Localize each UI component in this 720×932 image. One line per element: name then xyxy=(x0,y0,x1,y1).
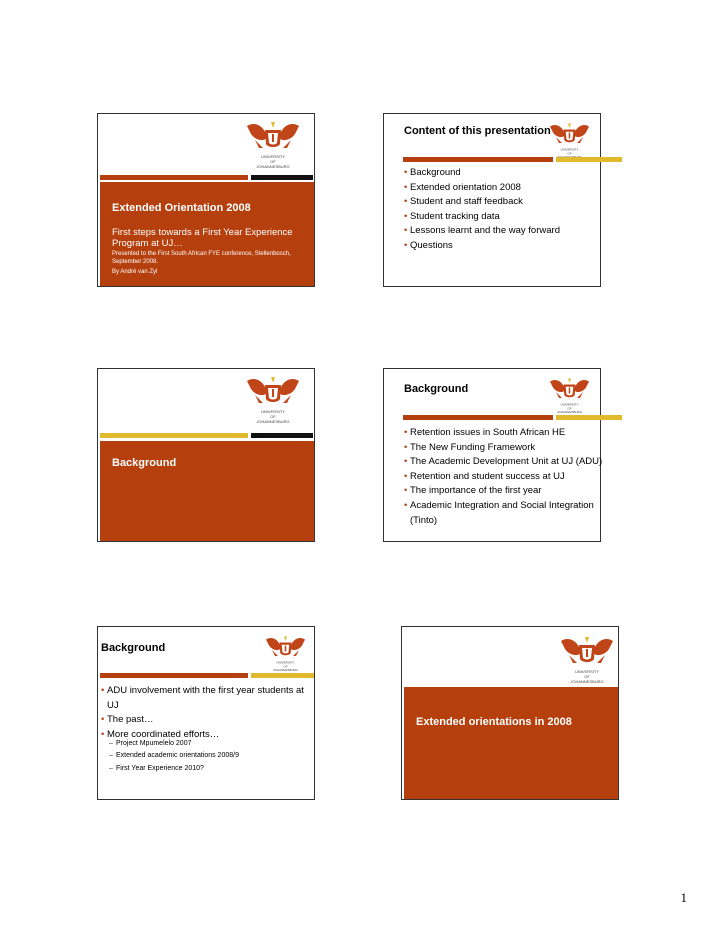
sub-list-item: – First Year Experience 2010? xyxy=(109,763,309,775)
presentation-author: By André van Zyl xyxy=(112,269,158,275)
section-title: Background xyxy=(112,457,177,469)
presentation-subtitle: First steps towards a First Year Experience Program at UJ… xyxy=(112,227,293,249)
logo-line1: UNIVERSITY xyxy=(260,409,285,414)
uj-emblem-icon xyxy=(243,120,303,152)
uj-logo xyxy=(263,635,308,670)
list-item: • Student and staff feedback xyxy=(404,195,594,210)
list-item: • Academic Integration and Social Integration (Tinto) xyxy=(404,499,612,528)
slide-5 xyxy=(97,626,315,800)
list-item: • The past… xyxy=(101,713,311,728)
uj-emblem-icon xyxy=(557,635,617,667)
logo-line3: JOHANNESBURG xyxy=(570,679,604,684)
content-list xyxy=(101,684,311,742)
list-item: • Retention and student success at UJ xyxy=(404,470,612,485)
slide-1 xyxy=(97,113,315,287)
uj-emblem-icon xyxy=(243,375,303,407)
list-item: • More coordinated efforts… xyxy=(101,728,311,743)
list-item: • Lessons learnt and the way forward xyxy=(404,224,594,239)
slide-heading: Background xyxy=(101,642,166,654)
list-item: • The importance of the first year xyxy=(404,484,612,499)
page-number: 1 xyxy=(680,890,687,905)
slide-2 xyxy=(383,113,601,287)
slide-heading: Background xyxy=(404,383,469,395)
divider-yellow xyxy=(251,673,314,678)
logo-line1: UNIVERSITY xyxy=(574,669,599,674)
content-list xyxy=(404,166,594,254)
logo-line1: UNIVERSITY xyxy=(260,154,285,159)
logo-line1: UNIVERSITY xyxy=(276,660,295,665)
slide-heading: Content of this presentation xyxy=(404,125,551,137)
logo-line3: JOHANNESBURG xyxy=(556,410,583,414)
slide-6 xyxy=(401,626,619,800)
logo-line2: OF xyxy=(270,159,276,164)
logo-line1: UNIVERSITY xyxy=(560,402,579,407)
uj-logo xyxy=(243,375,303,424)
title-panel xyxy=(404,687,618,799)
logo-line3: JOHANNESBURG xyxy=(256,164,290,169)
list-item: • Retention issues in South African HE xyxy=(404,426,612,441)
list-item: • Extended orientation 2008 xyxy=(404,181,594,196)
title-panel xyxy=(100,441,314,541)
slide-3 xyxy=(97,368,315,542)
logo-line2: OF xyxy=(283,664,288,668)
logo-line3: JOHANNESBURG xyxy=(256,419,290,424)
divider-black xyxy=(251,433,313,438)
list-item: • Student tracking data xyxy=(404,210,594,225)
sub-list-item: – Project Mpumelelo 2007 xyxy=(109,738,309,750)
logo-line2: OF xyxy=(584,674,590,679)
uj-emblem-icon xyxy=(263,635,308,659)
logo-line2: OF xyxy=(567,406,572,410)
section-title: Extended orientations in 2008 xyxy=(416,716,572,728)
uj-emblem-icon xyxy=(547,377,592,401)
uj-emblem-icon xyxy=(547,122,592,146)
content-list xyxy=(404,426,612,528)
divider-black xyxy=(251,175,313,180)
sub-list-item: – Extended academic orientations 2008/9 xyxy=(109,750,309,762)
sub-list xyxy=(109,738,309,775)
divider-orange xyxy=(100,673,248,678)
logo-line3: JOHANNESBURG xyxy=(272,668,299,672)
uj-logo xyxy=(557,635,617,684)
logo-line2: OF xyxy=(567,151,572,155)
list-item: • Background xyxy=(404,166,594,181)
list-item: • Questions xyxy=(404,239,594,254)
divider-orange xyxy=(403,415,553,420)
slide-4 xyxy=(383,368,601,542)
presentation-title: Extended Orientation 2008 xyxy=(112,202,251,214)
list-item: • ADU involvement with the first year students at UJ xyxy=(101,684,311,713)
title-panel xyxy=(100,182,314,286)
uj-logo xyxy=(547,377,592,412)
divider-orange xyxy=(100,175,248,180)
logo-line2: OF xyxy=(270,414,276,419)
divider-yellow xyxy=(100,433,248,438)
list-item: • The Academic Development Unit at UJ (ADU) xyxy=(404,455,612,470)
divider-yellow xyxy=(556,157,622,162)
uj-logo xyxy=(243,120,303,169)
logo-line1: UNIVERSITY xyxy=(560,147,579,152)
uj-logo xyxy=(547,122,592,157)
divider-yellow xyxy=(556,415,622,420)
list-item: • The New Funding Framework xyxy=(404,441,612,456)
divider-orange xyxy=(403,157,553,162)
presentation-note: Presented to the First South African FYE conference, Stellenbosch, September 2008. xyxy=(112,251,291,265)
